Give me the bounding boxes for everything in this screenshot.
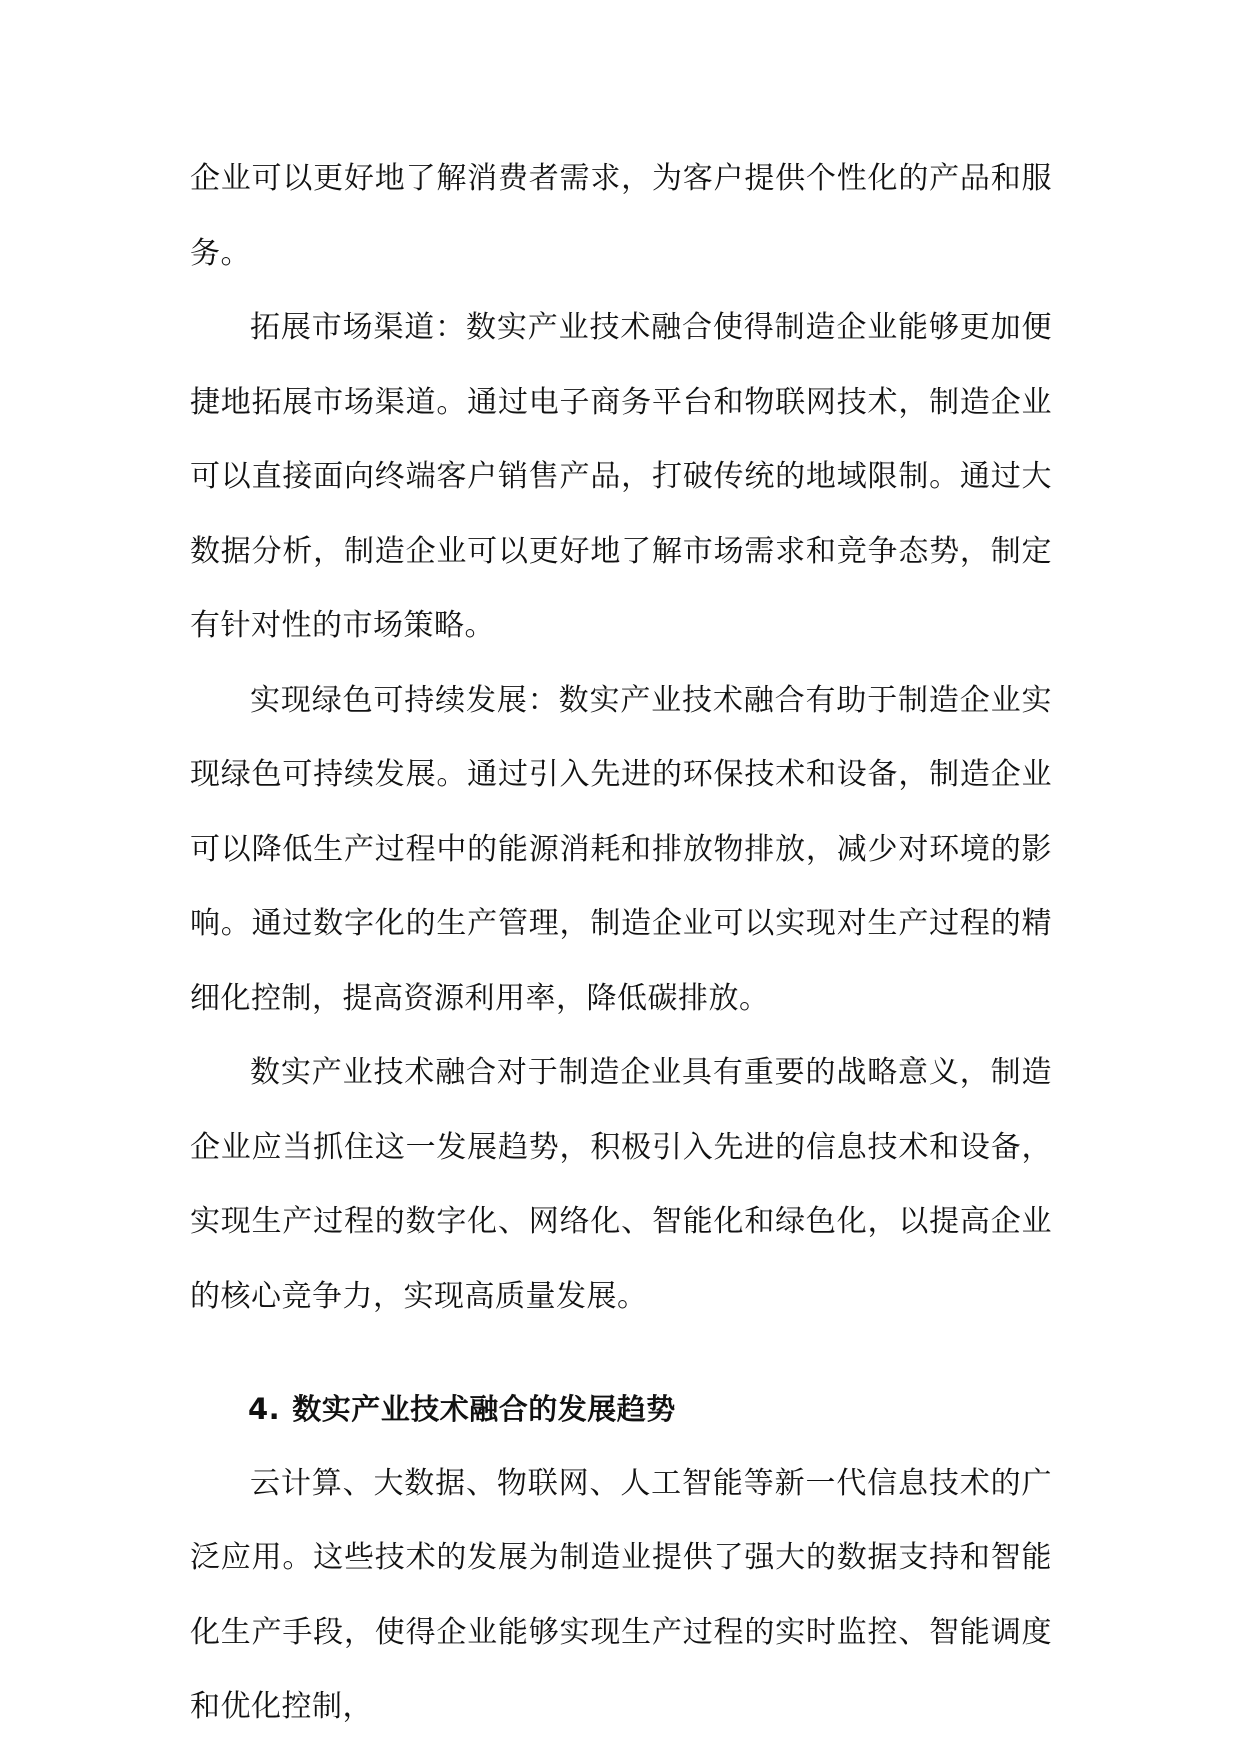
section-title: 数实产业技术融合的发展趋势 [292, 1392, 676, 1426]
section-number: 4. [248, 1392, 281, 1426]
paragraph-green-development: 实现绿色可持续发展：数实产业技术融合有助于制造企业实现绿色可持续发展。通过引入先进的环保技术和设备，制造企业可以降低生产过程中的能源消耗和排放物排放，减少对环境的影响。通过数字化的生产管理，制造企业可以实现对生产过程的精细化控制，提高资源利用率，降低碳排放。 [190, 682, 1052, 1016]
document-body [190, 142, 1052, 1745]
paragraph-market-channels: 拓展市场渠道：数实产业技术融合使得制造企业能够更加便捷地拓展市场渠道。通过电子商务平台和物联网技术，制造企业可以直接面向终端客户销售产品，打破传统的地域限制。通过大数据分析，制造企业可以更好地了解市场需求和竞争态势，制定有针对性的市场策略。 [190, 310, 1052, 643]
paragraph-strategic-significance: 数实产业技术融合对于制造企业具有重要的战略意义，制造企业应当抓住这一发展趋势，积极引入先进的信息技术和设备，实现生产过程的数字化、网络化、智能化和绿色化，以提高企业的核心竞争力，实现高质量发展。 [190, 1055, 1052, 1314]
paragraph-trends: 云计算、大数据、物联网、人工智能等新一代信息技术的广泛应用。这些技术的发展为制造业提供了强大的数据支持和智能化生产手段，使得企业能够实现生产过程的实时监控、智能调度和优化控制， [190, 1465, 1052, 1724]
paragraph-continued: 企业可以更好地了解消费者需求，为客户提供个性化的产品和服务。 [190, 161, 1052, 271]
section-heading [190, 1372, 1052, 1447]
